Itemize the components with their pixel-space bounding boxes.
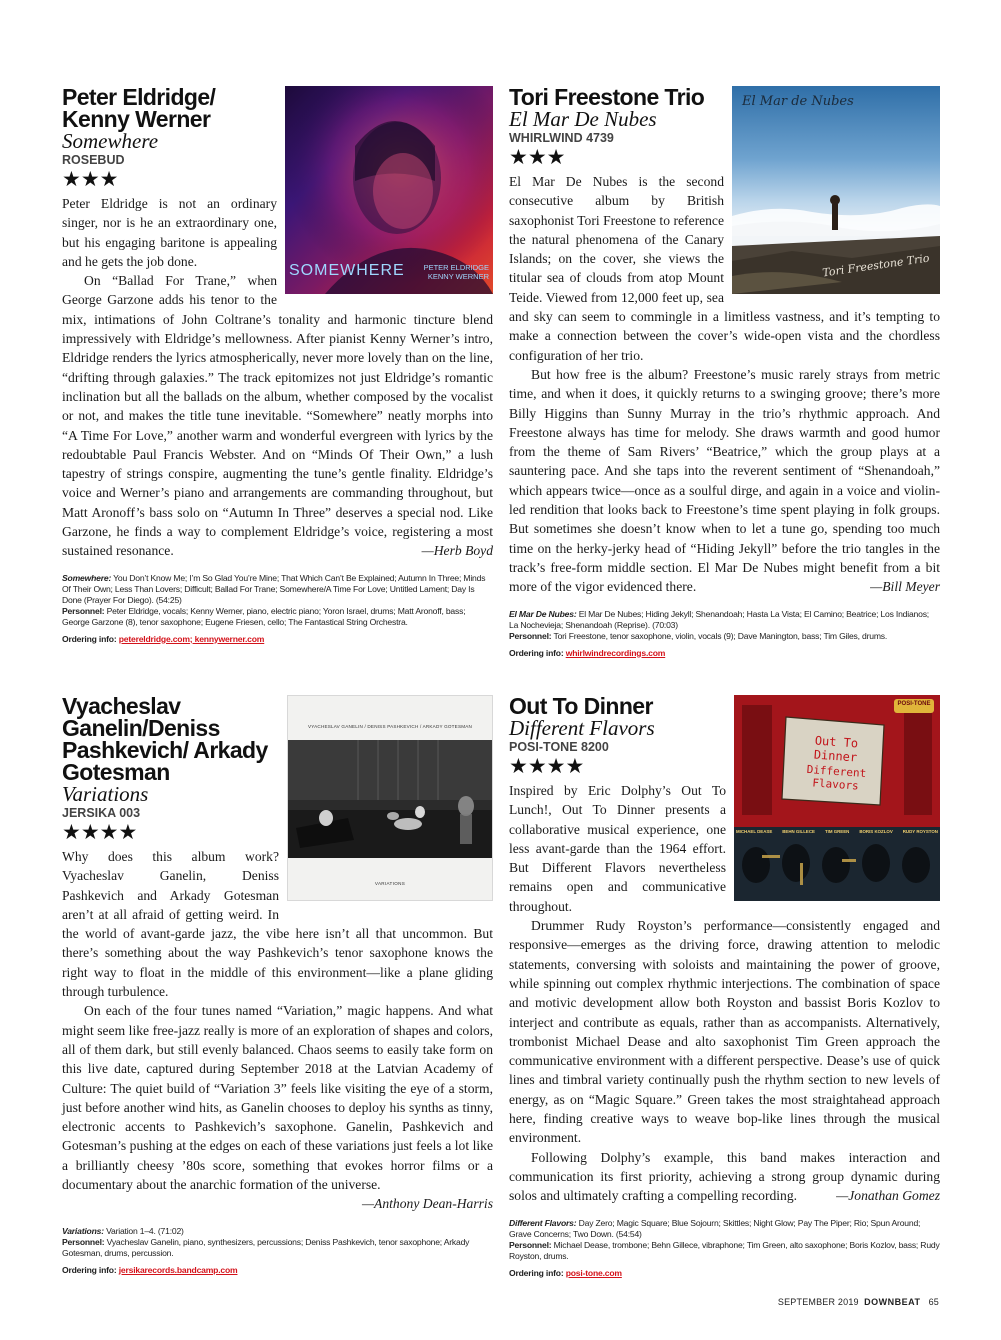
track-list: Variation 1–4. (71:02) <box>106 1225 184 1236</box>
track-list: Day Zero; Magic Square; Blue Sojourn; Skittles; Night Glow; Pay The Piper; Rio; Spun Around; Grave Concerns; Two Down. (54:54) <box>509 1217 921 1239</box>
cover-name: BEHN GILLECE <box>782 829 815 834</box>
album-notes <box>62 573 493 645</box>
cover-title: VARIATIONS <box>374 881 406 886</box>
artist-name: Out To Dinner <box>509 693 653 719</box>
reviewer-byline: —Anthony Dean-Harris <box>361 1196 493 1212</box>
personnel-label: Personnel: <box>62 605 105 616</box>
artist-name: Tori Freestone Trio <box>509 84 705 110</box>
review-out-to-dinner <box>509 695 940 1279</box>
cover-stage-photo <box>288 740 493 858</box>
personnel-list: Vyacheslav Ganelin, piano, synthesizers, percussions; Deniss Pashkevich, tenor saxophone; Arkady Gotesman, drums, percussion. <box>62 1236 470 1258</box>
artist-name: Vyacheslav Ganelin/Deniss Pashkevich/ Arkady Gotesman <box>62 693 268 785</box>
ordering-label: Ordering info: <box>62 633 117 644</box>
ordering-link[interactable]: petereldridge.com; kennywerner.com <box>118 633 265 644</box>
personnel-list: Michael Dease, trombone; Behn Gillece, vibraphone; Tim Green, alto saxophone; Boris Kozlov, bass; Rudy Royston, drums. <box>509 1239 940 1261</box>
cover-title: El Mar de Nubes <box>742 94 854 109</box>
review-body <box>62 847 493 1214</box>
review-tori-freestone <box>509 86 940 659</box>
review-paragraph: El Mar De Nubes is the second consecutive album by British saxophonist Tori Freestone to reference the natural phenomena of the Canary Islands; on the cover, she views the titular sea of clouds from atop Mount Teide. Viewed from 12,000 feet up, sea and sky can seem to commingle in a limitless vastness, and it’s tempting to make a connection between the cover’s wide-open vista and the chordless configuration of her trio. <box>509 174 940 363</box>
ordering-label: Ordering info: <box>509 647 564 658</box>
album-title: Variations <box>62 782 149 806</box>
review-paragraph: Inspired by Eric Dolphy’s Out To Lunch!, Out To Dinner presents a collaborative musical experience, one less avant-garde than the 1964 effort. But Different Flavors nevertheless remains open and communicative throughout. <box>509 783 726 914</box>
cover-signature: Tori Freestone Trio <box>821 251 931 280</box>
review-ganelin-pashkevich-gotesman <box>62 695 493 1276</box>
star-rating: ★★★ <box>62 167 119 191</box>
cover-musician-names <box>736 829 938 834</box>
cover-artist-2: KENNY WERNER <box>427 272 489 281</box>
tracks-label: Variations: <box>62 1225 104 1236</box>
album-cover-el-mar-de-nubes <box>732 86 940 294</box>
tracks-label: Different Flavors: <box>509 1217 577 1228</box>
star-rating: ★★★★ <box>62 820 138 844</box>
ordering-link[interactable]: jersikarecords.bandcamp.com <box>118 1264 238 1275</box>
review-eldridge-werner <box>62 86 493 645</box>
ordering-link[interactable]: posi-tone.com <box>565 1267 622 1278</box>
review-paragraph: Drummer Rudy Royston’s performance—consistently engaged and responsive—emerges as the driving force, drawing attention to melodic statements, conversing with soloists and maintaining the power of groove, while spinning out complex rhythmic interjections. The combination of space and motivic development allow both Royston and bassist Boris Kozlov to interject and contribute as equals, rather than as accompanists. Alternatively, trombonist Michael Dease and alto saxophonist Tim Green approach the communicative environment with a different perspective. Dease’s use of quick lines and timbral variety continually push the rhythm section to new levels of energy, as on “Magic Square.” Green takes the most straightahead approach here, finding creative ways to weave bop-like lines through the musical environment. <box>509 918 940 1146</box>
cover-title: Out To Dinner <box>813 733 859 765</box>
cover-name: RUDY ROYSTON <box>902 829 938 834</box>
album-cover-somewhere <box>285 86 493 294</box>
magazine-name: DOWNBEAT <box>864 1297 921 1307</box>
record-label: POSI-TONE 8200 <box>509 740 609 754</box>
cover-artist-1: PETER ELDRIDGE <box>423 263 489 272</box>
issue-date: SEPTEMBER 2019 <box>777 1297 859 1307</box>
cover-name: BORIS KOZLOV <box>859 829 893 834</box>
page-number: 65 <box>928 1297 939 1307</box>
reviewer-byline: —Jonathan Gomez <box>836 1188 940 1204</box>
reviewer-byline: —Herb Boyd <box>421 543 493 559</box>
review-paragraph: Why does this album work? Vyacheslav Ganelin, Deniss Pashkevich and Arkady Gotesman aren’t at all afraid of getting weird. In the world of avant-garde jazz, the vibe here isn’t all that uncommon. But there’s something about the way Pashkevich’s tenor saxophone knows the right way to float in the middle of this environment—like a plane gliding through turbulence. <box>62 849 493 1000</box>
album-notes <box>62 1226 493 1276</box>
page-footer <box>778 1297 939 1307</box>
personnel-label: Personnel: <box>509 630 552 641</box>
cover-subtitle: Different Flavors <box>806 762 867 793</box>
track-list: El Mar De Nubes; Hiding Jekyll; Shenandoah; Hasta La Vista; El Camino; Beatrice; Los Indianos; La Nochevieja; Shenandoah (Reprise). (70:03) <box>509 608 929 630</box>
personnel-label: Personnel: <box>509 1239 552 1250</box>
album-notes <box>509 1218 940 1279</box>
album-notes <box>509 609 940 659</box>
cover-artists: VYACHESLAV GANELIN / DENISS PASHKEVICH / ARKADY GOTESMAN <box>307 724 473 729</box>
ordering-label: Ordering info: <box>62 1264 117 1275</box>
ordering-link[interactable]: whirlwindrecordings.com <box>565 647 666 658</box>
record-label: JERSIKA 003 <box>62 806 141 820</box>
personnel-label: Personnel: <box>62 1236 105 1247</box>
cover-name: TIM GREEN <box>824 829 850 834</box>
record-label: ROSEBUD <box>62 153 125 167</box>
album-title: El Mar De Nubes <box>509 107 657 131</box>
review-paragraph: Peter Eldridge is not an ordinary singer, nor is he an extraordinary one, but his engaging baritone is appealing and he gets the job done. <box>62 196 277 269</box>
artist-name: Peter Eldridge/ Kenny Werner <box>62 84 216 132</box>
cover-art <box>734 695 940 901</box>
reviewer-byline: —Bill Meyer <box>870 579 940 595</box>
cover-title: SOMEWHERE <box>289 262 405 279</box>
review-paragraph: On “Ballad For Trane,” when George Garzone adds his tenor to the mix, intimations of John Coltrane’s tonality and harmonic tincture blend impressively with Eldridge’s mellowness. After pianist Kenny Werner’s intro, Eldridge renders the lyrics atmospherically, never more lovely than on the line, “drifting through galaxies.” The track epitomizes not just Eldridge’s romantic inclination but all the ballads on the album, whether composed by the vocalist or not, and makes the title tune inevitable. “Somewhere” neatly morphs into “A Time For Love,” another warm and wonderful evergreen with lyrics by the redoubtable Paul Francis Webster. And on “Minds Of Their Own,” a lush tapestry of strings conspire, augmenting the tune’s gentle finality. Eldridge’s voice and Werner’s piano and arrangements are commanding throughout, but Matt Aronoff’s bass solo on “Autumn In Three” deserves a special nod. Like Garzone, he finds a way to complement Eldridge’s voice, registering a most sustained resonance. —Herb Boyd <box>62 271 493 560</box>
cover-name: MICHAEL DEASE <box>736 829 773 834</box>
tracks-label: El Mar De Nubes: <box>509 608 577 619</box>
album-title: Somewhere <box>62 129 159 153</box>
star-rating: ★★★ <box>509 145 566 169</box>
album-title: Different Flavors <box>509 716 655 740</box>
personnel-list: Tori Freestone, tenor saxophone, violin, vocals (9); Dave Manington, bass; Tim Giles, drums. <box>553 630 888 641</box>
review-paragraph: On each of the four tunes named “Variation,” magic happens. And what might seem like free-jazz really is more of an exploration of shapes and colors, all of them dark, but still evenly balanced. Chaos seems to easily take form on this live date, captured during September 2018 at the Latvian Academy of Culture: The quiet build of “Variation 3” feels like visiting the eye of a storm, just before another wind hits, as Ganelin chooses to deploy his synths as tinny, electronic accents to Pashkevich’s saxophone. Ganelin, Pashkevich and Gotesman’s pushing at the edges on each of these variations just feels a lot like a brilliantly cheesy ’80s score, something that evokes horror films or a documentary about the anarchic formation of the universe. <box>62 1003 493 1193</box>
track-list: You Don’t Know Me; I’m So Glad You’re Mine; That Which Can’t Be Explained; Autumn In Three; Minds Of Their Own; Less Than Lovers; Difficult; Ballad For Trane; Somewhere/A Time For Love; Untitled Lament; Day Is Done (Prayer For Diego). (54:25) <box>62 572 486 605</box>
star-rating: ★★★★ <box>509 754 585 778</box>
personnel-list: Peter Eldridge, vocals; Kenny Werner, piano, electric piano; Yoron Israel, drums; Matt Aronoff, bass; George Garzone (8), tenor saxophone; Eugene Friesen, cello; The Fantastical String Orchestra. <box>62 605 466 627</box>
album-cover-variations <box>287 695 493 901</box>
ordering-label: Ordering info: <box>509 1267 564 1278</box>
review-paragraph: Following Dolphy’s example, this band makes interaction and communication its first priority, achieving a strong group dynamic during solos and ultimately crafting a compelling recording. —Jonathan Gomez <box>509 1148 940 1206</box>
tracks-label: Somewhere: <box>62 572 112 583</box>
record-label: WHIRLWIND 4739 <box>509 131 614 145</box>
album-cover-different-flavors <box>734 695 940 901</box>
posi-tone-logo: POSI-TONE <box>897 701 931 707</box>
review-paragraph: But how free is the album? Freestone’s music rarely strays from metric time, and when it does, it quickly returns to a swinging groove; there’s more Billy Higgins than Sunny Murray in the trio’s rhythmic approach. And Freestone always has time for melody. She draws warmth and good humor from the theme of Sam Rivers’ “Beatrice,” which the group plays at a sauntering pace. And she taps into the reverent sentiment of “Shenandoah,” which appears twice—once as a soulful dirge, and again in a voice and violin-led rendition that looks back to Freestone’s time spent playing in folk groups. But sometimes she doesn’t know when to let a tune go, spending too much time on the herky-jerky head of “Hiding Jekyll” before the trio tangles in the track’s free-form middle section. El Mar De Nubes might benefit from a bit more of the vigor evidenced there. —Bill Meyer <box>509 365 940 597</box>
